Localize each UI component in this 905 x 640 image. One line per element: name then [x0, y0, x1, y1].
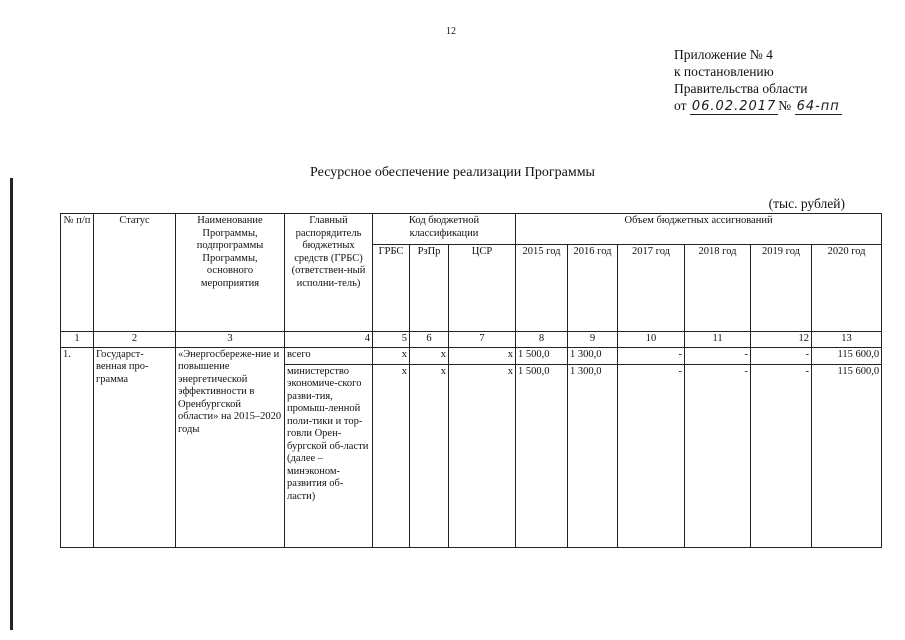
- appendix-block: [674, 46, 842, 115]
- row-grbs-code: х: [373, 364, 410, 547]
- row-value-2019: -: [751, 364, 812, 547]
- row-value-2016: 1 300,0: [568, 364, 618, 547]
- row-grbs-code: х: [373, 347, 410, 364]
- appendix-line-1: Приложение № 4: [674, 47, 773, 62]
- row-value-2015: 1 500,0: [516, 364, 568, 547]
- index-cell: 12: [751, 332, 812, 348]
- index-cell: 4: [285, 332, 373, 348]
- header-name: Наименование Программы, подпрограммы Программы, основного мероприятия: [176, 214, 285, 332]
- row-value-2020: 115 600,0: [812, 364, 882, 547]
- row-value-2019: -: [751, 347, 812, 364]
- document-title: Ресурсное обеспечение реализации Программы: [310, 165, 595, 180]
- resource-table: [60, 213, 882, 548]
- header-num: № п/п: [61, 214, 94, 332]
- header-year-2018: 2018 год: [685, 245, 751, 332]
- units-label: (тыс. рублей): [768, 196, 845, 211]
- header-status: Статус: [94, 214, 176, 332]
- header-budget-volume: Объем бюджетных ассигнований: [516, 214, 882, 245]
- index-cell: 13: [812, 332, 882, 348]
- row-manager-total: всего: [285, 347, 373, 364]
- handwritten-date: 06.02.2017: [691, 99, 777, 114]
- index-cell: 10: [618, 332, 685, 348]
- table-row: [61, 347, 882, 364]
- column-index-row: [61, 332, 882, 348]
- row-rzpr-code: х: [410, 347, 449, 364]
- appendix-date-line: [674, 97, 842, 115]
- row-value-2015: 1 500,0: [516, 347, 568, 364]
- header-row-1: [61, 214, 882, 245]
- row-value-2017: -: [618, 347, 685, 364]
- row-value-2018: -: [685, 347, 751, 364]
- header-year-2019: 2019 год: [751, 245, 812, 332]
- row-value-2020: 115 600,0: [812, 347, 882, 364]
- index-cell: 6: [410, 332, 449, 348]
- header-year-2015: 2015 год: [516, 245, 568, 332]
- row-csr-code: х: [449, 347, 516, 364]
- header-year-2016: 2016 год: [568, 245, 618, 332]
- index-cell: 7: [449, 332, 516, 348]
- row-value-2018: -: [685, 364, 751, 547]
- row-value-2016: 1 300,0: [568, 347, 618, 364]
- row-value-2017: -: [618, 364, 685, 547]
- page-number: 12: [446, 26, 456, 37]
- row-rzpr-code: х: [410, 364, 449, 547]
- row-status: Государст-венная про-грамма: [94, 347, 176, 547]
- header-year-2020: 2020 год: [812, 245, 882, 332]
- index-cell: 3: [176, 332, 285, 348]
- handwritten-number: 64-пп: [796, 99, 840, 114]
- header-main-manager: Главный распорядитель бюджетных средств (ГРБС) (ответствен-ный исполни-тель): [285, 214, 373, 332]
- index-cell: 2: [94, 332, 176, 348]
- header-grbs: ГРБС: [373, 245, 410, 332]
- appendix-line-2: к постановлению: [674, 64, 774, 79]
- row-manager-ministry: министерство экономиче-ского разви-тия, промыш-ленной поли-тики и тор-говли Орен-бургской об-ласти (далее – минэконом-развития об-ласти): [285, 364, 373, 547]
- scan-margin-bar: [10, 178, 13, 630]
- header-year-2017: 2017 год: [618, 245, 685, 332]
- index-cell: 8: [516, 332, 568, 348]
- date-prefix: от: [674, 98, 687, 113]
- row-number: 1.: [61, 347, 94, 547]
- header-budget-code: Код бюджетной классификации: [373, 214, 516, 245]
- row-csr-code: х: [449, 364, 516, 547]
- row-program-name: «Энергосбереже-ние и повышение энергетической эффективности в Оренбургской области» на 2015–2020 годы: [176, 347, 285, 547]
- index-cell: 9: [568, 332, 618, 348]
- appendix-line-3: Правительства области: [674, 81, 808, 96]
- header-rzpr: РзПр: [410, 245, 449, 332]
- header-csr: ЦСР: [449, 245, 516, 332]
- index-cell: 11: [685, 332, 751, 348]
- index-cell: 5: [373, 332, 410, 348]
- index-cell: 1: [61, 332, 94, 348]
- number-prefix: №: [778, 98, 792, 113]
